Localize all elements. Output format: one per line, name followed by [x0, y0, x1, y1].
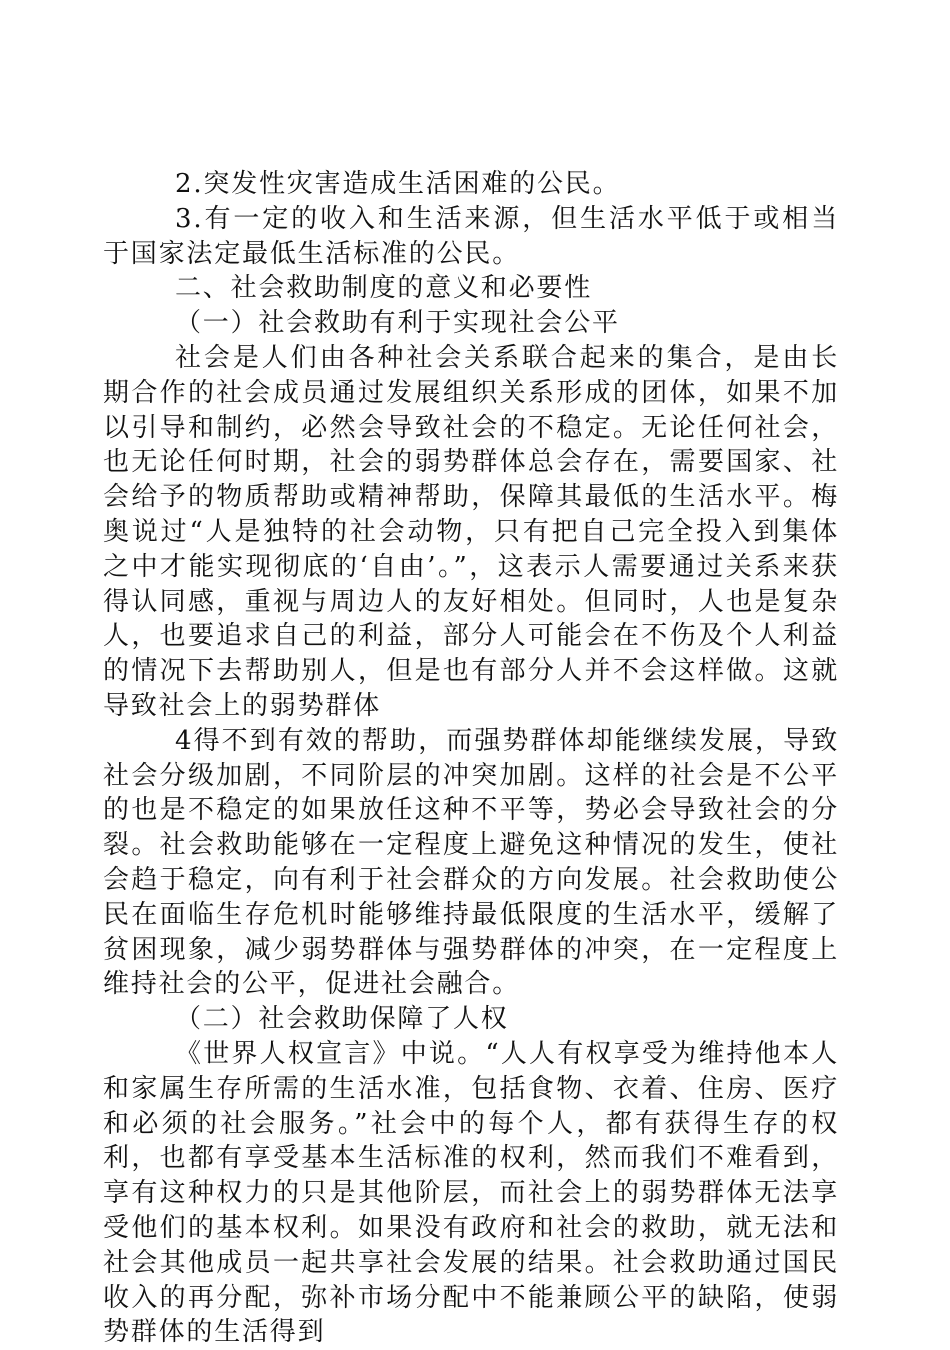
section-heading: 二、社会救助制度的意义和必要性 [175, 273, 593, 304]
document-body [103, 167, 839, 1350]
subsection-heading-2: （二）社会救助保障了人权 [175, 1004, 509, 1035]
body-paragraph: 4得不到有效的帮助，而强势群体却能继续发展，导致社会分级加剧，不同阶层的冲突加剧。这样的社会是不公平的也是不稳定的如果放任这种不平等，势必会导致社会的分裂。社会救助能够在一定程度上避免这种情况的发生，使社会趋于稳定，向有利于社会群众的方向发展。社会救助使公民在面临生存危机时能够维持最低限度的生活水平，缓解了贫困现象，减少弱势群体与强势群体的冲突，在一定程度上维持社会的公平，促进社会融合。 [103, 725, 839, 1000]
body-paragraph: 《世界人权宣言》中说。“人人有权享受为维持他本人和家属生存所需的生活水准，包括食物、衣着、住房、医疗和必须的社会服务。”社会中的每个人，都有获得生存的权利，也都有享受基本生活标准的权利，然而我们不难看到，享有这种权力的只是其他阶层，而社会上的弱势群体无法享受他们的基本权利。如果没有政府和社会的救助，就无法和社会其他成员一起共享社会发展的结果。社会救助通过国民收入的再分配，弥补市场分配中不能兼顾公平的缺陷，使弱势群体的生活得到 [103, 1038, 839, 1348]
subsection-heading-1: （一）社会救助有利于实现社会公平 [175, 308, 620, 339]
body-paragraph: 社会是人们由各种社会关系联合起来的集合，是由长期合作的社会成员通过发展组织关系形成的团体，如果不加以引导和制约，必然会导致社会的不稳定。无论任何社会，也无论任何时期，社会的弱势群体总会存在，需要国家、社会给予的物质帮助或精神帮助，保障其最低的生活水平。梅奥说过“人是独特的社会动物，只有把自己完全投入到集体之中才能实现彻底的‘自由’。”，这表示人需要通过关系来获得认同感，重视与周边人的友好相处。但同时，人也是复杂人，也要追求自己的利益，部分人可能会在不伤及个人利益的情况下去帮助别人，但是也有部分人并不会这样做。这就导致社会上的弱势群体 [103, 342, 839, 721]
list-item-2: 2.突发性灾害造成生活困难的公民。 [175, 169, 621, 199]
list-item-3: 3.有一定的收入和生活来源，但生活水平低于或相当于国家法定最低生活标准的公民。 [103, 203, 839, 269]
